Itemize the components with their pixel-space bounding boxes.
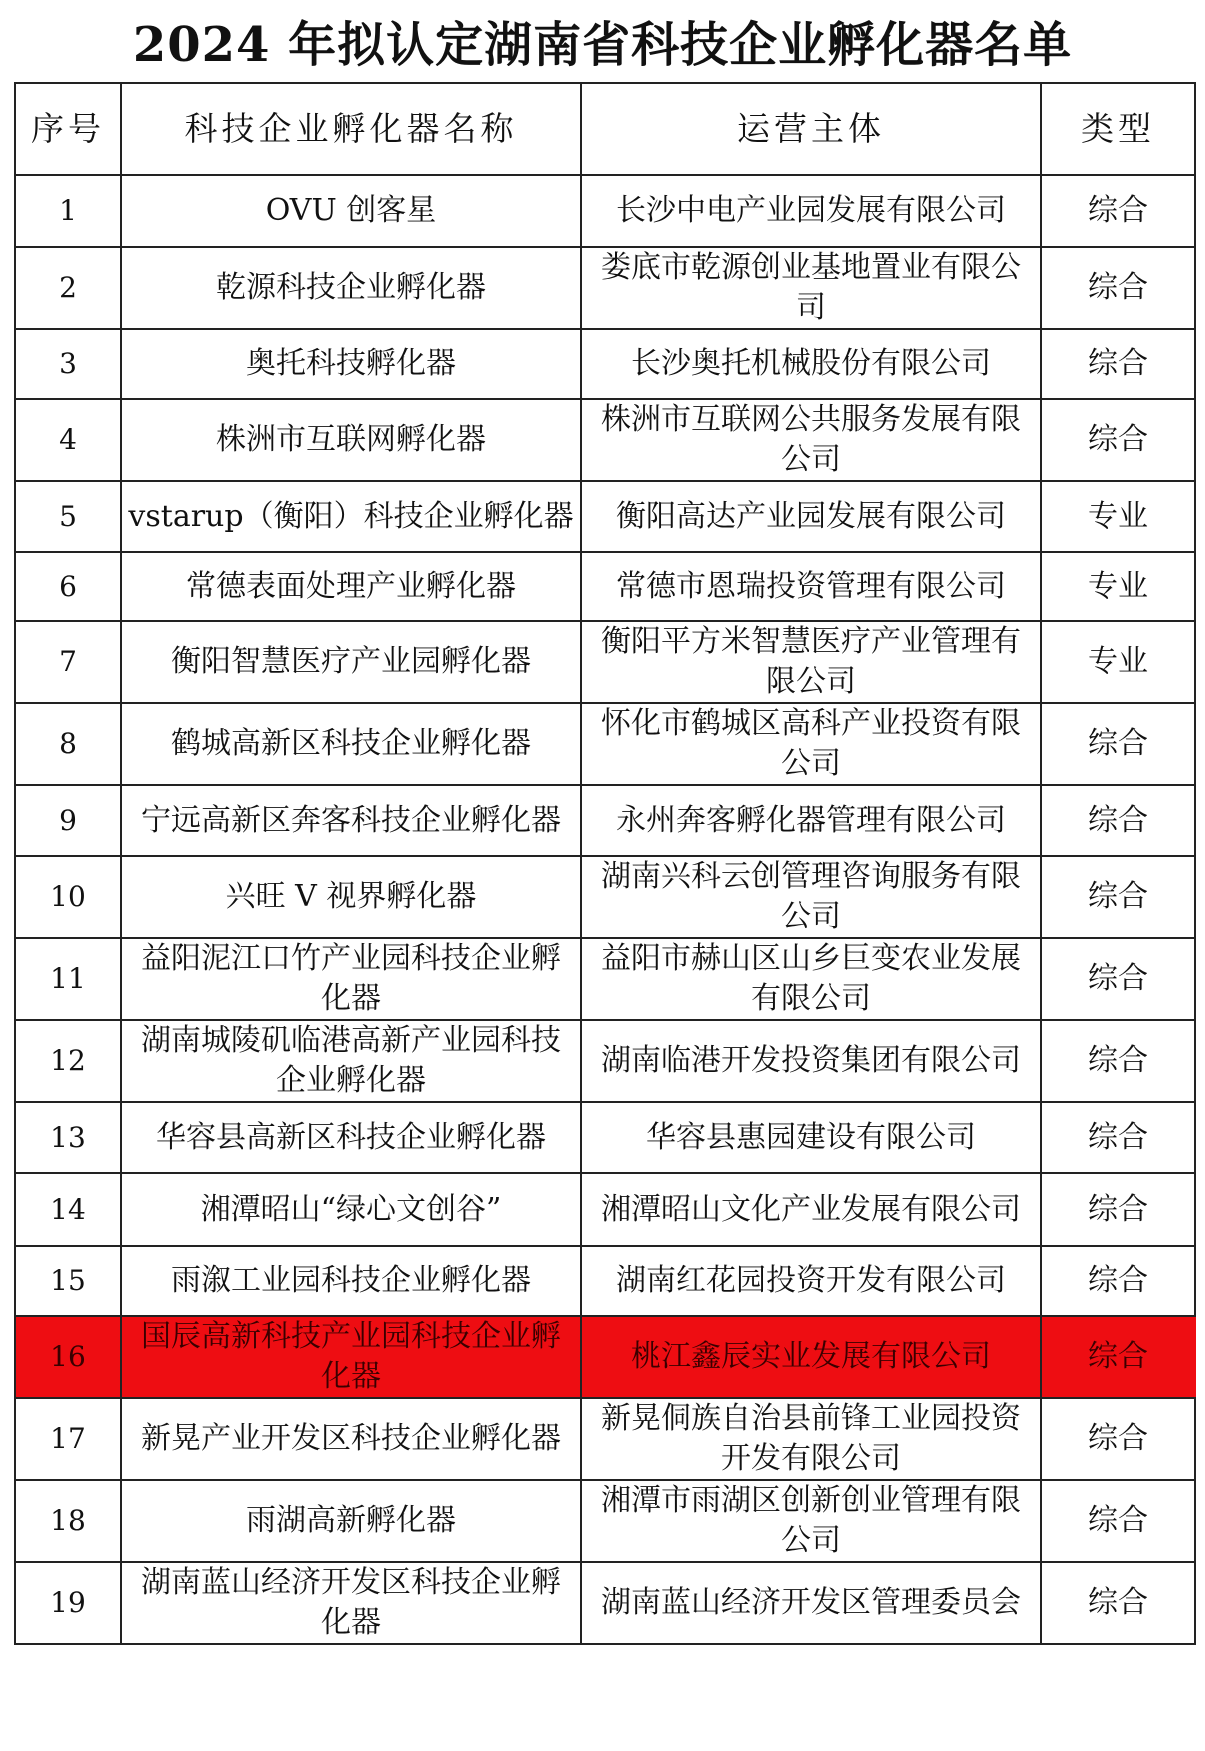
row-index: 9: [15, 785, 121, 856]
row-index: 10: [15, 856, 121, 938]
row-type: 综合: [1041, 1173, 1195, 1246]
row-operator: 长沙中电产业园发展有限公司: [581, 175, 1041, 247]
row-name: 湖南城陵矶临港高新产业园科技企业孵化器: [121, 1020, 581, 1102]
row-index: 18: [15, 1480, 121, 1562]
table-row: [15, 785, 1195, 856]
row-name: 雨湖高新孵化器: [121, 1480, 581, 1562]
row-index: 14: [15, 1173, 121, 1246]
row-index: 12: [15, 1020, 121, 1102]
table-row: [15, 1173, 1195, 1246]
row-name: 奥托科技孵化器: [121, 329, 581, 399]
row-operator: 长沙奥托机械股份有限公司: [581, 329, 1041, 399]
row-name: 新晃产业开发区科技企业孵化器: [121, 1398, 581, 1480]
header-type: 类型: [1041, 83, 1195, 175]
row-type: 专业: [1041, 552, 1195, 621]
row-type: 综合: [1041, 1246, 1195, 1316]
row-index: 6: [15, 552, 121, 621]
row-type: 综合: [1041, 856, 1195, 938]
row-index: 2: [15, 247, 121, 329]
row-index: 15: [15, 1246, 121, 1316]
row-type: 专业: [1041, 481, 1195, 552]
table-row: [15, 1102, 1195, 1173]
row-index: 11: [15, 938, 121, 1020]
table-row: [15, 938, 1195, 1020]
row-operator: 怀化市鹤城区高科产业投资有限公司: [581, 703, 1041, 785]
row-type: 综合: [1041, 1102, 1195, 1173]
row-operator: 华容县惠园建设有限公司: [581, 1102, 1041, 1173]
row-name: 乾源科技企业孵化器: [121, 247, 581, 329]
table-row: [15, 481, 1195, 552]
row-type: 专业: [1041, 621, 1195, 703]
row-type: 综合: [1041, 938, 1195, 1020]
row-operator: 湖南兴科云创管理咨询服务有限公司: [581, 856, 1041, 938]
row-type: 综合: [1041, 247, 1195, 329]
row-operator: 湖南红花园投资开发有限公司: [581, 1246, 1041, 1316]
table-row: [15, 247, 1195, 329]
table-row: [15, 552, 1195, 621]
table-row: [15, 856, 1195, 938]
table-row: [15, 329, 1195, 399]
table-row: [15, 1562, 1195, 1644]
row-operator: 湖南蓝山经济开发区管理委员会: [581, 1562, 1041, 1644]
row-type: 综合: [1041, 1398, 1195, 1480]
table-row: [15, 1398, 1195, 1480]
row-operator: 新晃侗族自治县前锋工业园投资开发有限公司: [581, 1398, 1041, 1480]
row-operator: 株洲市互联网公共服务发展有限公司: [581, 399, 1041, 481]
row-type: 综合: [1041, 703, 1195, 785]
row-index: 1: [15, 175, 121, 247]
row-operator: 益阳市赫山区山乡巨变农业发展有限公司: [581, 938, 1041, 1020]
row-operator: 娄底市乾源创业基地置业有限公司: [581, 247, 1041, 329]
row-index: 17: [15, 1398, 121, 1480]
row-name: 鹤城高新区科技企业孵化器: [121, 703, 581, 785]
row-name: 国辰高新科技产业园科技企业孵化器: [121, 1316, 581, 1398]
row-operator: 湖南临港开发投资集团有限公司: [581, 1020, 1041, 1102]
row-type: 综合: [1041, 175, 1195, 247]
row-name: 湖南蓝山经济开发区科技企业孵化器: [121, 1562, 581, 1644]
row-operator: 湘潭市雨湖区创新创业管理有限公司: [581, 1480, 1041, 1562]
row-name: 益阳泥江口竹产业园科技企业孵化器: [121, 938, 581, 1020]
row-operator: 衡阳平方米智慧医疗产业管理有限公司: [581, 621, 1041, 703]
document-title: 2024 年拟认定湖南省科技企业孵化器名单: [132, 17, 1073, 73]
row-index: 19: [15, 1562, 121, 1644]
row-name: 宁远高新区奔客科技企业孵化器: [121, 785, 581, 856]
row-type: 综合: [1041, 785, 1195, 856]
table-row: [15, 621, 1195, 703]
row-operator: 桃江鑫辰实业发展有限公司: [581, 1316, 1041, 1398]
row-type: 综合: [1041, 329, 1195, 399]
header-name: 科技企业孵化器名称: [121, 83, 581, 175]
row-name: 兴旺 V 视界孵化器: [121, 856, 581, 938]
row-type: 综合: [1041, 1020, 1195, 1102]
row-index: 13: [15, 1102, 121, 1173]
table-row: [15, 175, 1195, 247]
header-operator: 运营主体: [581, 83, 1041, 175]
row-operator: 湘潭昭山文化产业发展有限公司: [581, 1173, 1041, 1246]
table-row: [15, 1480, 1195, 1562]
row-type: 综合: [1041, 1562, 1195, 1644]
row-index: 5: [15, 481, 121, 552]
row-name: vstarup（衡阳）科技企业孵化器: [121, 481, 581, 552]
row-name: 华容县高新区科技企业孵化器: [121, 1102, 581, 1173]
row-name: 株洲市互联网孵化器: [121, 399, 581, 481]
row-index: 3: [15, 329, 121, 399]
row-name: 衡阳智慧医疗产业园孵化器: [121, 621, 581, 703]
row-operator: 永州奔客孵化器管理有限公司: [581, 785, 1041, 856]
row-type: 综合: [1041, 1480, 1195, 1562]
table-row: [15, 399, 1195, 481]
row-index: 8: [15, 703, 121, 785]
table-row-highlighted: [15, 1316, 1195, 1398]
row-operator: 常德市恩瑞投资管理有限公司: [581, 552, 1041, 621]
table-header-row: [15, 83, 1195, 175]
row-operator: 衡阳高达产业园发展有限公司: [581, 481, 1041, 552]
row-type: 综合: [1041, 399, 1195, 481]
row-type: 综合: [1041, 1316, 1195, 1398]
row-name: 湘潭昭山“绿心文创谷”: [121, 1173, 581, 1246]
table-row: [15, 1020, 1195, 1102]
row-name: OVU 创客星: [121, 175, 581, 247]
row-name: 雨溆工业园科技企业孵化器: [121, 1246, 581, 1316]
row-index: 4: [15, 399, 121, 481]
table-row: [15, 1246, 1195, 1316]
table-row: [15, 703, 1195, 785]
row-index: 16: [15, 1316, 121, 1398]
header-index: 序号: [15, 83, 121, 175]
row-name: 常德表面处理产业孵化器: [121, 552, 581, 621]
incubator-table: [14, 82, 1196, 1645]
row-index: 7: [15, 621, 121, 703]
